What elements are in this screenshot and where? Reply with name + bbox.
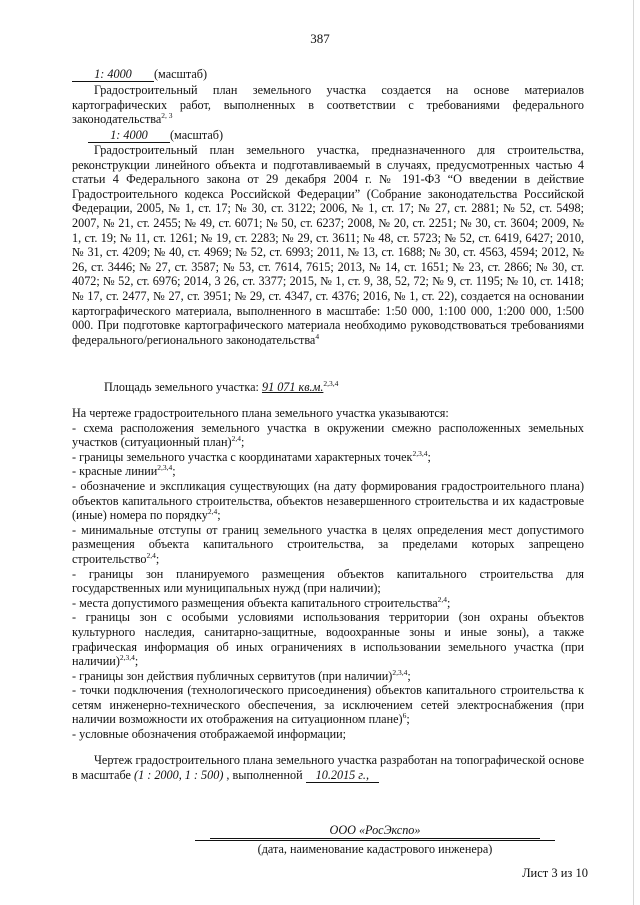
list-item-end: ;	[172, 464, 176, 479]
list-item	[72, 479, 584, 523]
footnote-ref: 6	[402, 711, 407, 721]
footnote-ref: 4	[315, 331, 320, 341]
scale-label-1: (масштаб)	[154, 67, 208, 81]
list-item-end: ;	[217, 508, 221, 523]
footnote-ref: 2,4	[207, 507, 218, 517]
scale-line-1	[72, 67, 207, 82]
list-item	[72, 567, 584, 596]
paragraph-linear-object-text: Градостроительный план земельного участка, предназначенного для строительства, реконструкции линейного объекта и подготавливаемый в случаях, предусмотренных частью 4 статьи 4 Федерального закона от 29 декабря 2004 г. № 191-ФЗ “О введении в действие Градостроительного кодекса Российской Федерации” (Собрание законодательства Российской Федерации, 2005, № 1, ст. 17; № 30, ст. 3122; 2006, № 1, ст. 17; № 27, ст. 2881; № 52, ст. 5498; 2007, № 21, ст. 2455; № 49, ст. 6071; № 50, ст. 6237; 2008, № 20, ст. 2251; № 30, ст. 3604; 2009, № 1, ст. 19; № 11, ст. 1261; № 19, ст. 2283; № 29, ст. 3611; № 48, ст. 5723; № 52, ст. 6419, 6427; 2010, № 31, ст. 4209; № 40, ст. 4969; № 52, ст. 6993; 2011, № 13, ст. 1688; № 30, ст. 4563, 4594; 2012, № 26, ст. 3446; № 27, ст. 3587; № 53, ст. 7614, 7615; 2013, № 14, ст. 1651; № 23, ст. 2866; № 30, ст. 4072; № 52, ст. 6976; 2014, 3 26, ст. 3377; 2015, № 1, ст. 9, 38, 52, 72; № 9, ст. 1195; № 10, ст. 1418; № 17, ст. 2477, № 27, ст. 3951; № 29, ст. 4347, ст. 4376; 2016, № 1, ст. 22), создается на основании картографического материала, выполненного в масштабе: 1:50 000, 1:100 000, 1:200 000, 1:500 000. При подготовке картографического материала необходимо руководствоваться требованиями федерального/регионального законодательства	[72, 143, 584, 347]
list-item-text: - схема расположения земельного участка в окружении смежно расположенных земельных участков (ситуационный план)	[72, 420, 584, 450]
footnote-ref: 2,3,4	[412, 448, 428, 458]
list-item-text: - границы зон с особыми условиями использования территории (зон охраны объектов культурного наследия, санитарно-защитные, водоохранные зоны и иные зоны), а также графическая информация об иных ограничениях в использовании земельного участка (при наличии)	[72, 610, 584, 669]
footnote-ref: 2,4	[231, 434, 241, 444]
organization-name: ООО «РосЭкспо»	[210, 823, 540, 839]
scale-value-1: 1: 4000	[72, 68, 154, 82]
list-item-end: ;	[407, 668, 411, 683]
footnote-ref: 2,4	[146, 550, 156, 560]
area-line	[104, 380, 338, 395]
paragraph-basis-text: Градостроительный план земельного участка создается на основе материалов картографических работ, выполненных в соответствии с требованиями федерального законодательства	[72, 83, 584, 127]
list-item-end: ;	[406, 712, 410, 727]
list-item-text: - границы земельного участка с координатами характерных точек	[72, 449, 413, 464]
footnote-ref: 2,3,4	[157, 463, 173, 473]
list-items	[72, 421, 584, 742]
list-item-text: - красные линии	[72, 464, 158, 479]
list-item	[72, 683, 584, 727]
drawing-date: 10.2015 г.,	[306, 768, 379, 783]
list-item	[72, 450, 584, 465]
scale-label-2: (масштаб)	[170, 128, 224, 142]
scale-line-2	[72, 128, 223, 143]
drawing-list	[72, 406, 584, 742]
drawing-scale: (1 : 2000, 1 : 500)	[134, 767, 224, 782]
list-item-end: ;	[240, 435, 245, 450]
drawing-mid: , выполненной	[226, 767, 303, 782]
list-item	[72, 669, 584, 684]
scale-value-2: 1: 4000	[88, 129, 170, 143]
drawing-prefix: Чертеж градостроительного плана земельного участка разработан на топографической основе в масштабе	[72, 753, 584, 782]
list-item-end: ;	[447, 595, 451, 610]
area-label: Площадь земельного участка:	[104, 380, 259, 394]
list-item-text: - условные обозначения отображаемой информации;	[72, 727, 347, 742]
list-item-text: - минимальные отступы от границ земельного участка в целях определения мест допустимого размещения объекта капитального строительства, за пределами которых запрещено строительство	[72, 522, 584, 566]
drawing-basis	[72, 753, 584, 782]
list-item-end: ;	[155, 551, 160, 566]
footnote-ref: 2, 3	[161, 111, 173, 121]
paragraph-linear-object	[72, 143, 584, 347]
footnote-ref: 2,3,4	[392, 667, 408, 677]
list-item-text: - места допустимого размещения объекта капитального строительства	[72, 595, 438, 610]
list-item	[72, 610, 584, 668]
list-item	[72, 523, 584, 567]
page-edge	[633, 0, 634, 905]
list-item-text: - границы зон планируемого размещения объектов капитального строительства для государственных или муниципальных нужд (при наличии);	[72, 566, 584, 596]
list-item	[72, 727, 584, 742]
list-item	[72, 464, 584, 479]
list-item-text: - обозначение и экспликация существующих (на дату формирования градостроительного плана) объектов капитального строительства, объектов незавершенного строительства и их кадастровые (иные) номера по порядку	[72, 478, 584, 523]
sheet-number: Лист 3 из 10	[522, 866, 588, 880]
list-item	[72, 421, 584, 450]
organization-caption: (дата, наименование кадастрового инженера)	[195, 840, 555, 857]
list-intro: На чертеже градостроительного плана земельного участка указываются:	[72, 406, 449, 420]
footnote-ref: 2,3,4	[119, 653, 135, 663]
list-item-text: - точки подключения (технологического присоединения) объектов капитального строительства к сетям инженерно-технического обеспечения, за исключением сетей электроснабжения (при наличии возможности их отображения на ситуационном плане)	[72, 683, 584, 727]
footnote-ref: 2,3,4	[323, 379, 339, 388]
paragraph-basis	[72, 83, 584, 127]
page-number: 387	[310, 31, 330, 46]
footnote-ref: 2,4	[437, 594, 448, 604]
list-item	[72, 596, 584, 611]
area-value: 91 071 кв.м.	[261, 380, 324, 394]
list-item-end: ;	[427, 449, 431, 464]
list-item-text: - границы зон действия публичных сервитутов (при наличии)	[72, 668, 393, 683]
list-item-end: ;	[134, 654, 139, 669]
